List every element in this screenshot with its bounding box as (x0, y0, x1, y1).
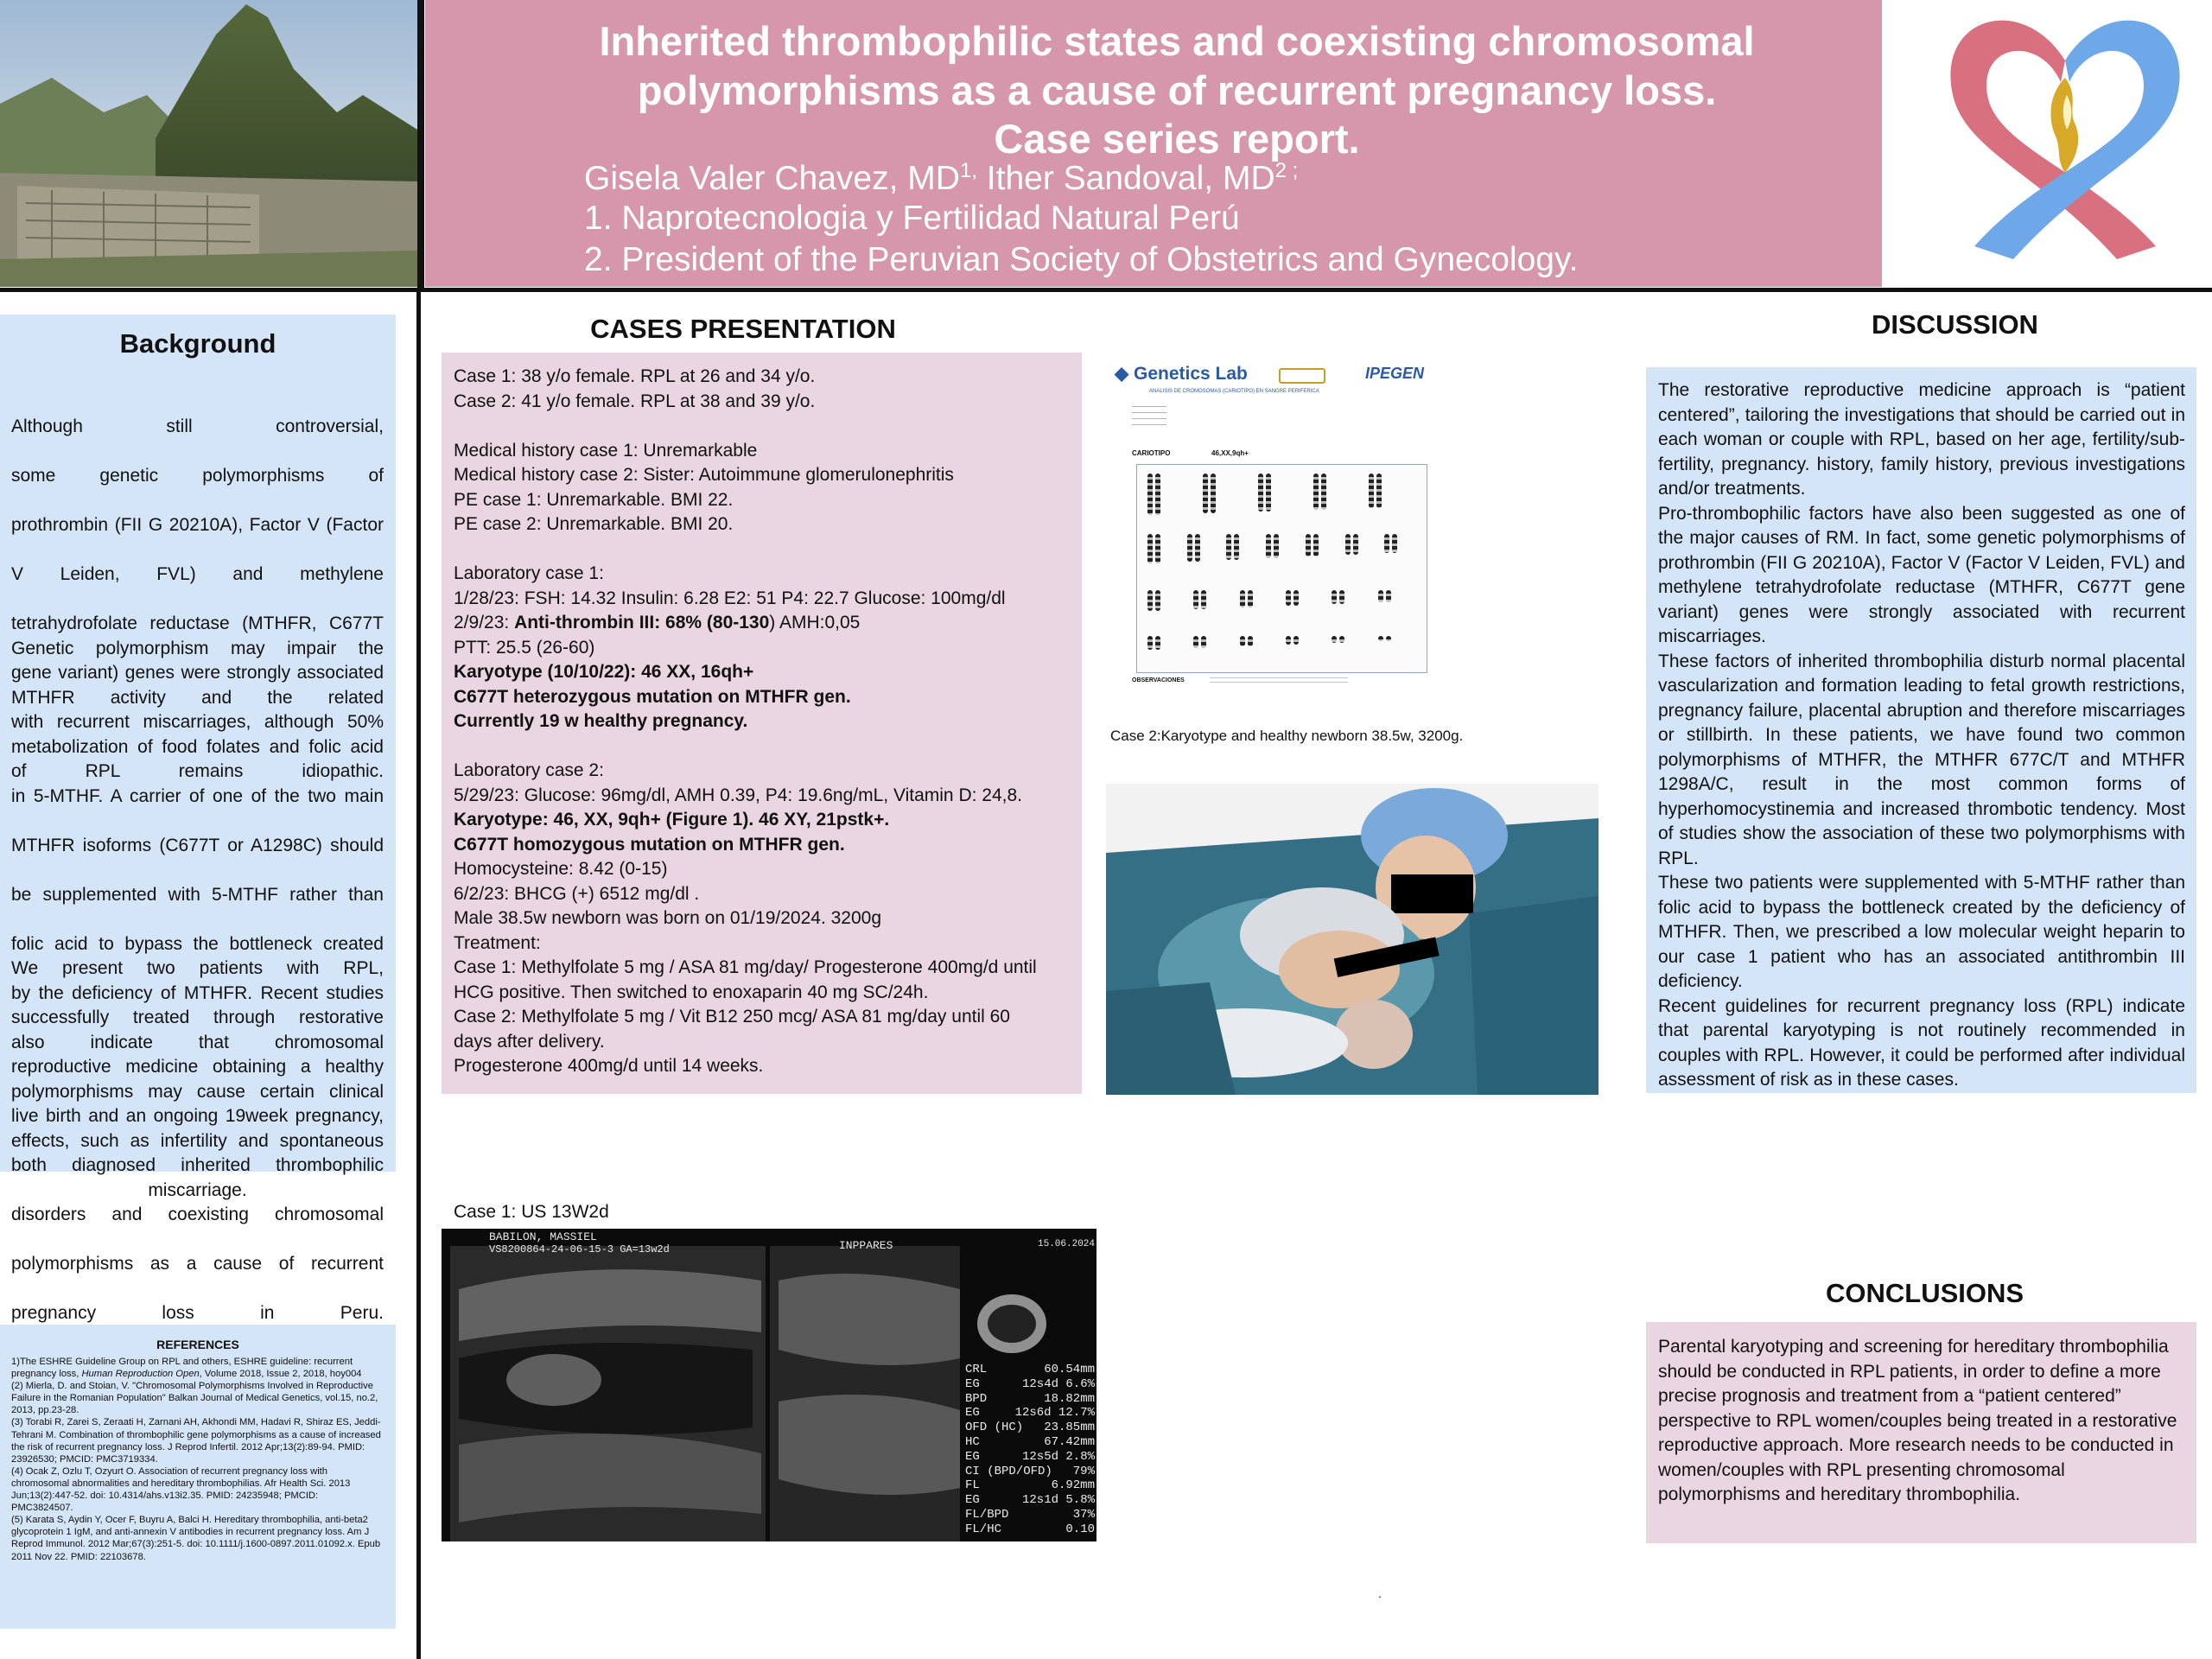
conclusions-text (1658, 1335, 2187, 1508)
karyotype-label: CARIOTIPO (1132, 449, 1171, 457)
us-measurement-row: HC 67.42mm (965, 1434, 1095, 1449)
cases-heading: CASES PRESENTATION (590, 314, 896, 344)
header-divider (417, 0, 424, 290)
authors (584, 159, 1298, 198)
case-line: 1/28/23: FSH: 14.32 Insulin: 6.28 E2: 51 P4: 22.7 Glucose: 100mg/dl (454, 588, 1006, 608)
discussion-paragraph-1: The restorative reproductive medicine approach is “patient centered”, tailoring the investigations that should be carried out in each woman or couple with RPL, based on her age, fertility/sub-fertility, pregnancy. history, family history, previous investigations and/or treatments. (1658, 380, 2185, 499)
newborn-photo (1106, 784, 1599, 1095)
background-paragraph-3 (11, 931, 384, 1351)
certification-badge-icon (1279, 368, 1325, 384)
poster-title-line-1: Inherited thrombophilic states and coexisting chromosomal (599, 18, 1755, 64)
us-measurement-panel (965, 1363, 1095, 1537)
case-line: Treatment: (454, 932, 541, 953)
chromosome-pair (1147, 534, 1160, 563)
text-line: also indicate that chromosomal (11, 1032, 384, 1052)
case-line: days after delivery. (454, 1031, 605, 1052)
conclusions-paragraph: Parental karyotyping and screening for hereditary thrombophilia should be conducted in RPL patients, in order to define a more precise prognosis and treatment from a “patient centered” perspective to RPL women/couples being treated in a restorative reproductive approach. More research needs to be conducted in women/couples with RPL presenting chromosomal polymorphisms and hereditary thrombophilia. (1658, 1337, 2177, 1504)
reference-item: 1)The ESHRE Guideline Group on RPL and others, ESHRE guideline: recurrent pregnancy loss, Human Reproduction Open, Volume 2018, Issue 2, 2018, hoy004 (11, 1357, 362, 1380)
genetics-lab-logo: ◆ Genetics Lab (1115, 364, 1248, 384)
cases-text (454, 365, 1077, 1079)
chromosome-pair (1193, 636, 1206, 648)
footer-dot: . (1378, 1586, 1382, 1600)
case-line: Karyotype (10/10/22): 46 XX, 16qh+ (454, 662, 754, 682)
karyotype-value: 46,XX,9qh+ (1211, 449, 1249, 457)
us-clinic: INPPARES (839, 1239, 893, 1252)
us-measurement-row: BPD 18.82mm (965, 1391, 1095, 1406)
text-line: folic acid to bypass the bottleneck created (11, 933, 384, 954)
us-measurement-row: CRL 60.54mm (965, 1363, 1095, 1376)
us-measurement-row: FL/HC 0.10 (965, 1522, 1095, 1536)
chromosome-pair (1266, 534, 1279, 558)
affiliation-2: 2. President of the Peruvian Society of Obstetrics and Gynecology. (584, 241, 1579, 278)
machu-picchu-photo (0, 0, 417, 287)
case-line: C677T heterozygous mutation on MTHFR gen. (454, 686, 851, 707)
case-line: Homocysteine: 8.42 (0-15) (454, 859, 668, 879)
karyogram-frame (1136, 464, 1427, 673)
poster-title-line-2: polymorphisms as a cause of recurrent pregnancy loss. (637, 67, 1717, 113)
case-line: 2/9/23: Anti-thrombin III: 68% (80-130) AMH:0,05 (454, 613, 861, 632)
discussion-text (1658, 378, 2185, 1093)
text-line: by the deficiency of MTHFR. Recent studies (11, 982, 384, 1003)
column-divider (416, 290, 421, 1659)
text-line: metabolization of food folates and folic acid (11, 736, 384, 757)
title-band (425, 0, 1882, 287)
case-line: Progesterone 400mg/d until 14 weeks. (454, 1056, 764, 1076)
us-measurement-row: EG 12s4d 6.6% (965, 1376, 1095, 1391)
case-line: 5/29/23: Glucose: 96mg/dl, AMH 0.39, P4: 19.6ng/mL, Vitamin D: 24,8. (454, 785, 1022, 805)
chromosome-pair (1203, 474, 1216, 513)
reference-item: (4) Ocak Z, Ozlu T, Ozyurt O. Association of recurrent pregnancy loss with chromosomal abnormalities and hereditary thrombophilias. Afr Health Sci. 2013 Jun;13(2):447-52. doi: 10.4314/ahs.v13i2.35. PMID: 24235948; PMCID: PMC3824507. (11, 1465, 351, 1514)
reference-item: (2) Mierla, D. and Stoian, V. "Chromosomal Polymorphisms Involved in Reproductive Failure in the Romanian Population" Balkan Journal of Medical Genetics, vol.15, no.2, 2013, pp.23-28. (11, 1381, 378, 1416)
chromosome-pair (1369, 474, 1382, 508)
case-line: Medical history case 2: Sister: Autoimmune glomerulonephritis (454, 465, 954, 485)
chromosome-pair (1226, 534, 1239, 560)
text-line: some genetic polymorphisms of (11, 465, 384, 486)
chromosome-pair (1193, 590, 1206, 609)
us-exam-id: VS8200864-24-06-15-3 GA=13w2d (489, 1243, 670, 1255)
poster-title-line-3: Case series report. (994, 116, 1360, 162)
text-line: effects, such as infertility and spontaneous (11, 1130, 384, 1151)
reference-item: (5) Karata S, Aydin Y, Ocer F, Buyru A, Balci H. Hereditary thrombophilia, anti-beta2 glycoprotein 1 IgM, and anti-annexin V antibodies in recurrent pregnancy loss. Am J Reprod Immunol. 2012 Mar;67(3):251-5. doi: 10.1111/j.1600-0897.2011.01092.x. Epub 2011 Nov 22. PMID: 22103678. (11, 1515, 381, 1562)
chromosome-pair (1345, 534, 1358, 555)
text-line: polymorphisms may cause certain clinical (11, 1081, 384, 1102)
affiliation-1: 1. Naprotecnologia y Fertilidad Natural Perú (584, 200, 1240, 237)
chromosome-pair (1147, 636, 1160, 650)
text-line: Genetic polymorphism may impair the (11, 638, 384, 658)
text-line: pregnancy loss in Peru. (11, 1302, 384, 1323)
text-line: both diagnosed inherited thrombophilic (11, 1154, 384, 1175)
karyotype-caption: Case 2:Karyotype and healthy newborn 38.5w, 3200g. (1110, 728, 1464, 744)
case-line: Case 2: Methylfolate 5 mg / Vit B12 250 mcg/ ASA 81 mg/day until 60 (454, 1007, 1010, 1027)
author-2: Ither Sandoval, MD (976, 160, 1275, 197)
text-line: disorders and coexisting chromosomal (11, 1204, 384, 1224)
text-line: prothrombin (FII G 20210A), Factor V (Factor (11, 514, 384, 535)
conclusions-heading: CONCLUSIONS (1826, 1278, 2024, 1308)
ipegen-logo: IPEGEN (1365, 365, 1425, 382)
case-line: Case 2: 41 y/o female. RPL at 38 and 39 y/o. (454, 391, 816, 411)
case-line: PE case 1: Unremarkable. BMI 22. (454, 489, 734, 510)
text-line: MTHFR isoforms (C677T or A1298C) should (11, 835, 384, 855)
case-line: C677T homozygous mutation on MTHFR gen. (454, 834, 845, 855)
us-measurement-row: EG 12s1d 5.8% (965, 1493, 1095, 1508)
observations-label: OBSERVACIONES (1132, 677, 1185, 683)
case-line: PE case 2: Unremarkable. BMI 20. (454, 514, 734, 534)
author-2-affiliation: 2 ; (1274, 159, 1299, 182)
text-line: live birth and an ongoing 19week pregnancy, (11, 1105, 384, 1126)
case-line: Male 38.5w newborn was born on 01/19/2024. 3200g (454, 908, 882, 928)
observations-text (1210, 677, 1348, 686)
discussion-paragraph-2: Pro-thrombophilic factors have also been suggested as one of the major causes of RM. In fact, some genetic polymorphisms of prothrombin (FII G 20210A), Factor V (Factor V Leiden, FVL) and methylene tetrahydrofolate reductase (MTHFR, C677T gene variant) genes were strongly associated with recurrent miscarriages. (1658, 503, 2185, 646)
ultrasound-caption: Case 1: US 13W2d (454, 1202, 609, 1222)
chromosome-pair (1147, 474, 1160, 515)
text-line: V Leiden, FVL) and methylene (11, 563, 384, 584)
us-measurement-row: FL/BPD 37% (965, 1507, 1095, 1522)
case-line: Currently 19 w healthy pregnancy. (454, 711, 748, 731)
case-line: PTT: 25.5 (26-60) (454, 637, 595, 658)
us-measurement-row: CI (BPD/OFD) 79% (965, 1464, 1095, 1478)
discussion-heading: DISCUSSION (1872, 309, 2038, 340)
us-measurement-row: EG 12s6d 12.7% (965, 1406, 1095, 1421)
case-line: HCG positive. Then switched to enoxaparin 40 mg SC/24h. (454, 982, 929, 1002)
author-1: Gisela Valer Chavez, MD (584, 160, 960, 197)
text-line: MTHFR activity and the related (11, 687, 384, 708)
references-box (0, 1325, 396, 1629)
chromosome-pair (1187, 534, 1200, 562)
discussion-paragraph-4: These two patients were supplemented with 5-MTHF rather than folic acid to bypass the bottleneck created by the deficiency of MTHFR. Then, we prescribed a low molecular weight heparin to our case 1 patient who has an associated antithrombin III deficiency. (1658, 873, 2185, 991)
text-line: reproductive medicine obtaining a healthy (11, 1056, 384, 1077)
chromosome-pair (1378, 636, 1391, 641)
case-line: Case 1: Methylfolate 5 mg / ASA 81 mg/day/ Progesterone 400mg/d until (454, 957, 1037, 977)
ultrasound-image (442, 1229, 1096, 1541)
us-measurement-row: FL 6.92mm (965, 1478, 1095, 1493)
chromosome-pair (1286, 590, 1299, 606)
case-line (454, 734, 1077, 760)
us-measurement-row: OFD (HC) 23.85mm (965, 1421, 1095, 1435)
case-line: Medical history case 1: Unremarkable (454, 440, 758, 461)
karyogram (1137, 465, 1427, 672)
chromosome-pair (1332, 590, 1344, 604)
text-line: with recurrent miscarriages, although 50% (11, 711, 384, 732)
case-line: Karyotype: 46, XX, 9qh+ (Figure 1). 46 XY, 21pstk+. (454, 810, 890, 830)
author-1-affiliation: 1, (959, 159, 977, 182)
text-line: be supplemented with 5-MTHF rather than (11, 884, 384, 905)
case-line: 6/2/23: BHCG (+) 6512 mg/dl . (454, 883, 700, 904)
background-heading: Background (119, 328, 276, 359)
text-line: successfully treated through restorative (11, 1007, 384, 1027)
chromosome-pair (1306, 534, 1319, 556)
case-line: Case 1: 38 y/o female. RPL at 26 and 34 y/o. (454, 366, 816, 386)
case-line (454, 537, 1077, 563)
chromosome-pair (1313, 474, 1326, 510)
discussion-paragraph-3: These factors of inherited thrombophilia disturb normal placental vascularization and formation leading to fetal growth restrictions, pregnancy failure, placental abruption and therefore miscarriages or stillbirth. In these patients, we have found two common polymorphisms of MTHFR, the MTHFR 677C/T and MTHFR 1298A/C, result in the most common forms of hyperhomocystinemia and increased thrombotic tendency. Most of studies show the association of these two polymorphisms with RPL. (1658, 651, 2185, 868)
text-line: Although still controversial, (11, 416, 384, 436)
case-line (454, 414, 1077, 439)
us-patient-name: BABILON, MASSIEL (489, 1230, 597, 1243)
text-line: We present two patients with RPL, (11, 957, 384, 978)
references-heading: REFERENCES (156, 1338, 239, 1351)
header-rule (0, 288, 2212, 292)
case-line: Laboratory case 1: (454, 563, 604, 583)
discussion-paragraph-5: Recent guidelines for recurrent pregnancy loss (RPL) indicate that parental karyotyping is not routinely recommended in couples with RPL. However, it could be performed after individual assessment of risk as in these cases. (1658, 995, 2185, 1090)
chromosome-pair (1378, 590, 1391, 602)
chromosome-pair (1332, 636, 1344, 643)
text-line: polymorphisms as a cause of recurrent (11, 1253, 384, 1274)
text-line: gene variant) genes were strongly associated (11, 662, 384, 683)
text-line: of RPL remains idiopathic. (11, 760, 384, 781)
case-line: Laboratory case 2: (454, 760, 604, 780)
chromosome-pair (1286, 636, 1299, 645)
chromosome-pair (1147, 590, 1160, 611)
chromosome-pair (1240, 590, 1253, 607)
patient-fields (1132, 406, 1166, 425)
report-title: ANALISIS DE CROMOSOMAS (CARIOTIPO) EN SANGRE PERIFERICA (1149, 389, 1319, 394)
references-list (11, 1356, 381, 1563)
chromosome-pair (1384, 534, 1397, 553)
text-line: in 5-MTHF. A carrier of one of the two main (11, 785, 384, 806)
text-line: tetrahydrofolate reductase (MTHFR, C677T (11, 613, 384, 633)
reference-item: (3) Torabi R, Zarei S, Zeraati H, Zarnani AH, Akhondi MM, Hadavi R, Shiraz ES, Jeddi-Tehrani M. Combination of thrombophilic gene polymorphisms as a cause of increased the risk of recurrent pregnancy loss. J Reprod Infertil. 2012 Apr;13(2):89-94. PMID: 23926530; PMCID: PMC3719334. (11, 1417, 381, 1465)
chromosome-pair (1240, 636, 1253, 646)
us-date: 15.06.2024 (1038, 1239, 1096, 1249)
karyotype-report (1106, 363, 1469, 700)
text-line: miscarriage. (148, 1179, 247, 1200)
heart-ribbon-logo-icon (1918, 0, 2212, 285)
chromosome-pair (1258, 474, 1271, 512)
us-measurement-row: EG 12s5d 2.8% (965, 1449, 1095, 1464)
